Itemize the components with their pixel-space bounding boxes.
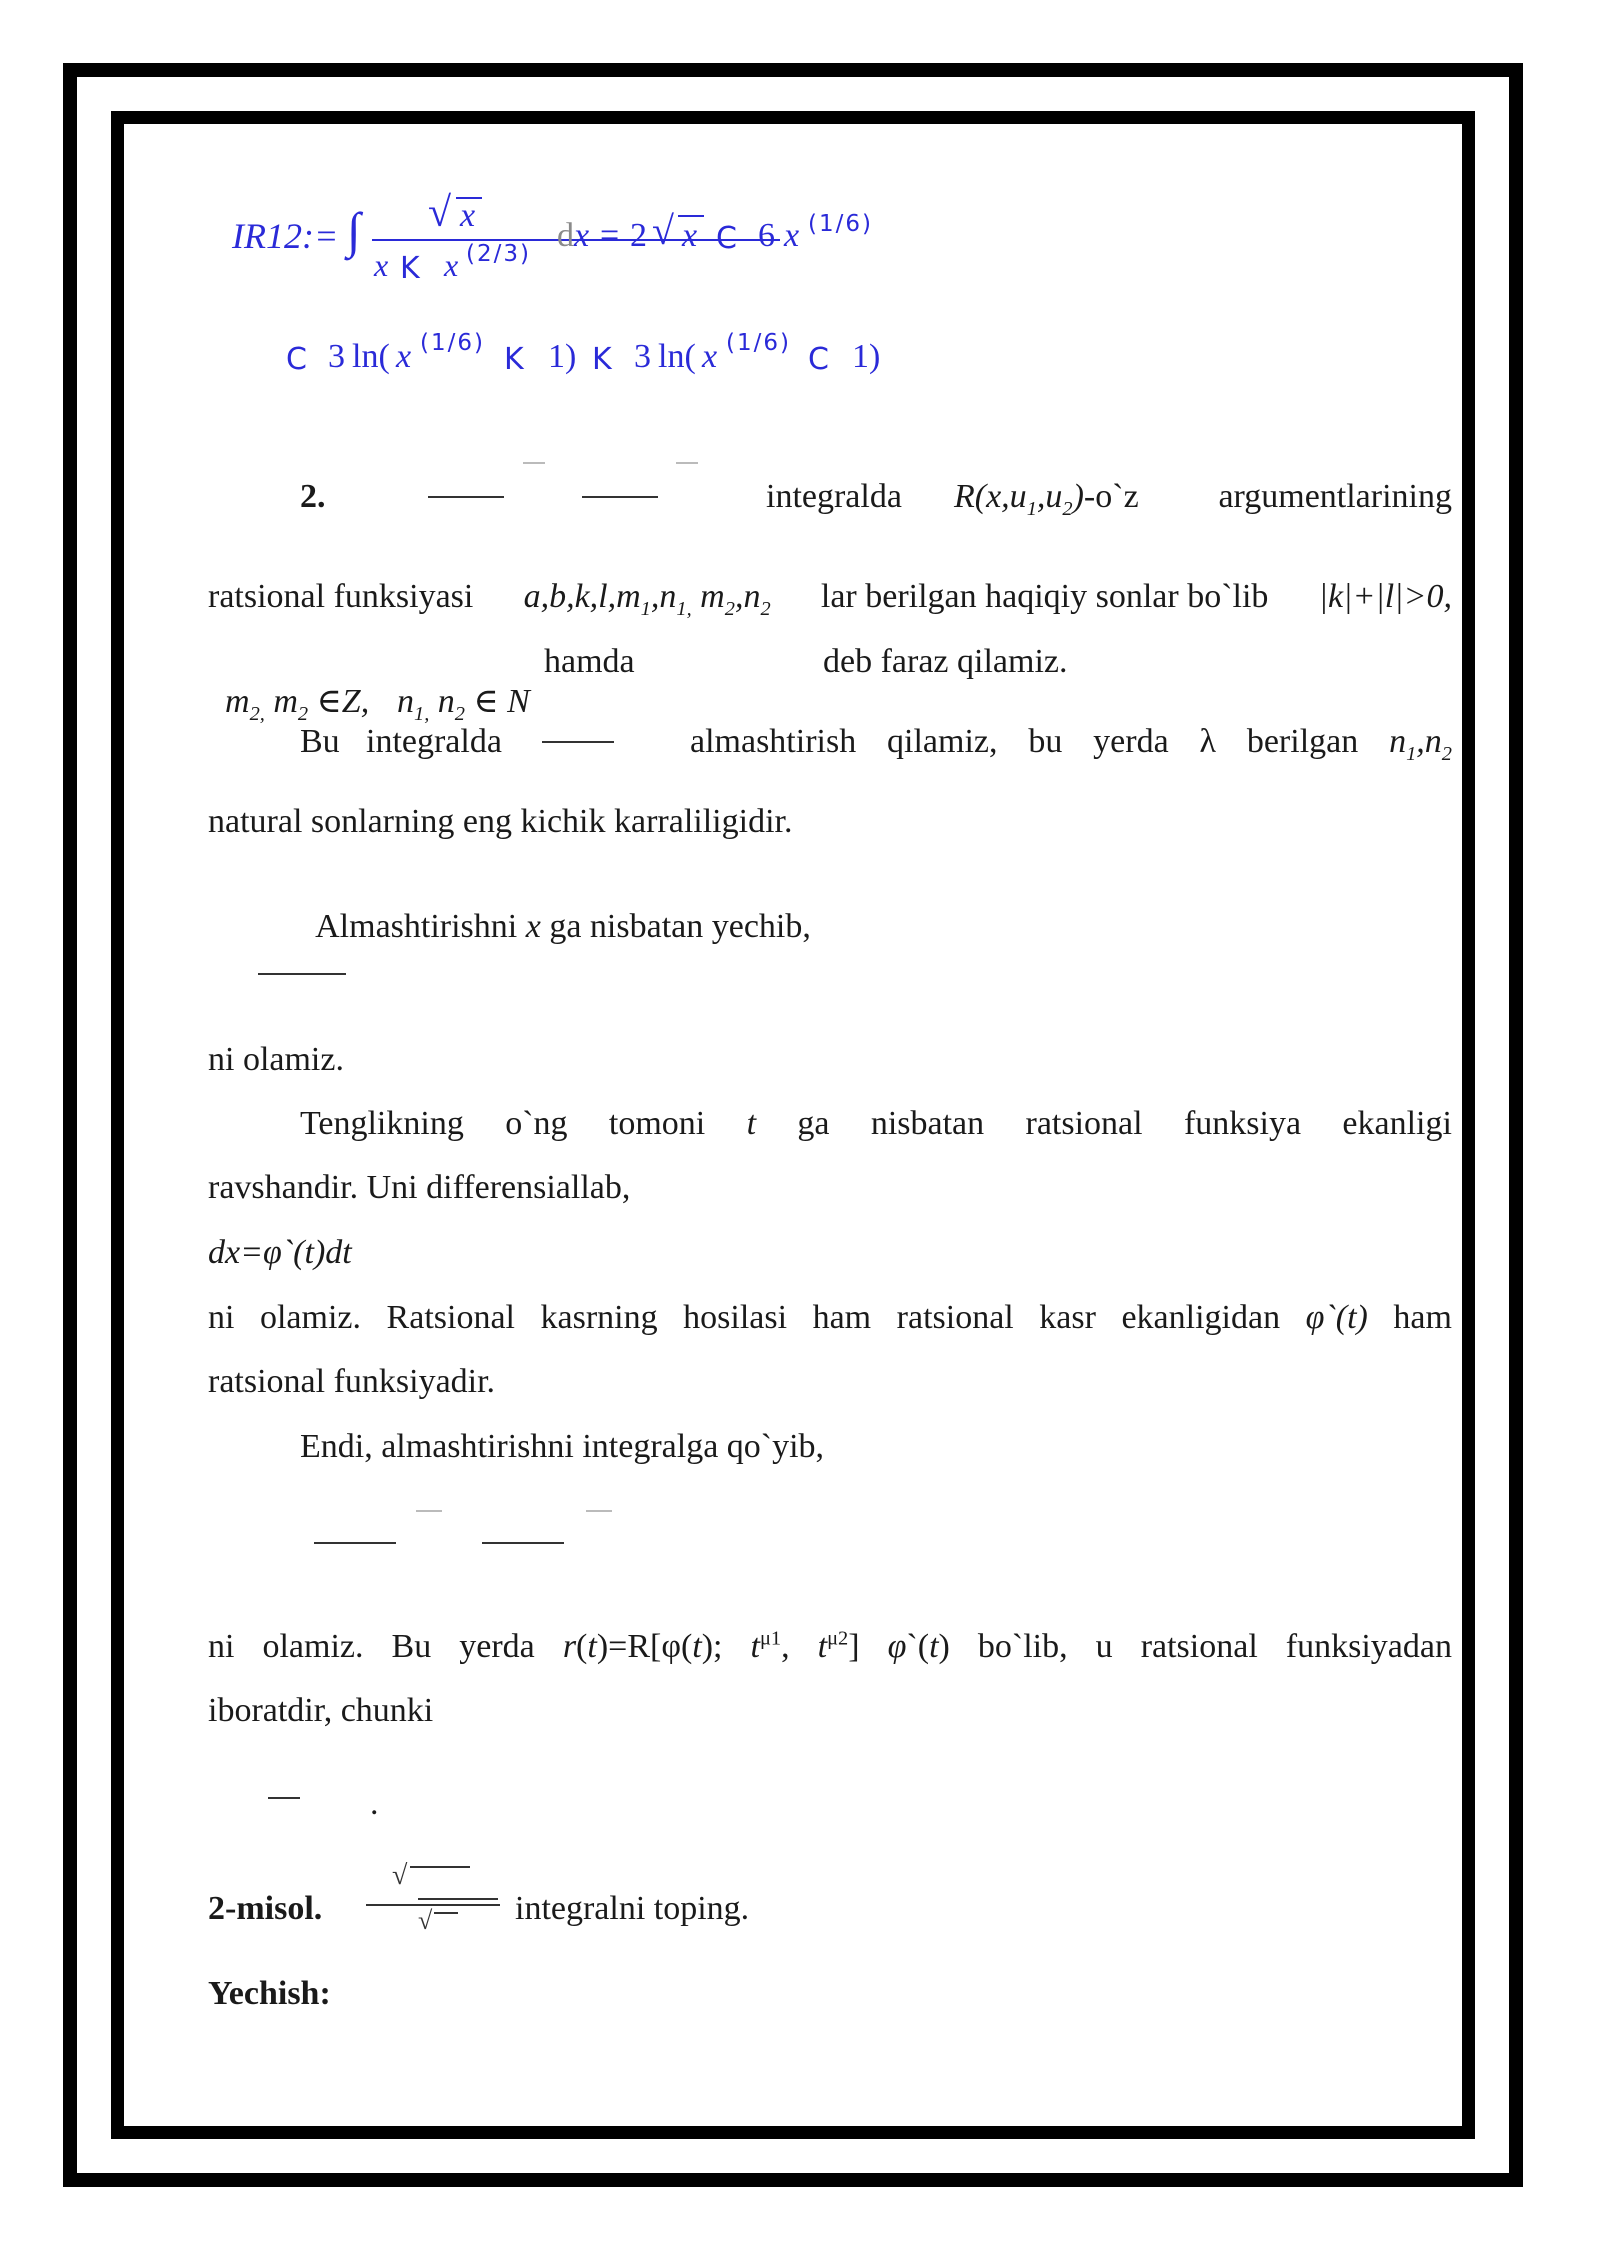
formula-x: x — [444, 247, 459, 283]
text-line: almashtirish qilamiz, bu yerda λ berilgan $n_1,n_2$ — [690, 723, 1452, 765]
formula-six: 6 — [758, 217, 775, 254]
formula-fraction-line — [582, 496, 658, 498]
formula-ln: ln( — [352, 338, 390, 375]
text-line: ni olamiz. Bu yerda r(t)=R[φ(t); $t^{\mu 1}$, $t^{\mu 2}$] φ`(t) bo`lib, u ratsional funksiyadan — [208, 1627, 1452, 1665]
text-line: iboratdir, chunki — [208, 1692, 434, 1729]
text-line: $n_{1,}$ $n_2$ ∈ N — [397, 683, 530, 725]
minus-glyph: K — [400, 251, 420, 286]
fraction-bar — [366, 1904, 500, 1906]
text-line: ratsional funksiyasi $a,b,k,l,m_1,n_{1,}$ $m_2,n_2$ lar berilgan haqiqiy sonlar bo`lib |k|+|l|>0, — [208, 578, 1452, 620]
exponent: (1/6) — [808, 211, 873, 237]
formula-one-close: 1) — [852, 338, 881, 375]
formula-x: x — [460, 197, 476, 234]
formula-x: x — [784, 217, 800, 254]
text-line: ni olamiz. — [208, 1041, 344, 1078]
formula-x: x — [682, 217, 698, 254]
sqrt-icon: √ — [392, 1860, 408, 1891]
formula-fraction-line — [428, 496, 504, 498]
formula-two: 2 — [630, 217, 647, 254]
text-line: ratsional funksiyadir. — [208, 1363, 496, 1400]
formula-fraction-line — [268, 1797, 300, 1799]
formula-x: x — [702, 338, 718, 375]
formula-dash — [676, 462, 698, 464]
text-line: $m_{2,}$ $m_2$ ∈Z, — [225, 683, 370, 725]
formula-d: d — [557, 217, 574, 254]
sqrt-icon: √ — [418, 1906, 433, 1935]
formula-label: IR12:= — [232, 216, 339, 256]
text-line: ni olamiz. Ratsional kasrning hosilasi ham ratsional kasr ekanligidan φ`(t) ham — [208, 1299, 1452, 1336]
text-line: Almashtirishni x ga nisbatan yechib, — [315, 908, 811, 945]
text-line: natural sonlarning eng kichik karraliligidir. — [208, 803, 793, 840]
plus-glyph: C — [716, 221, 737, 256]
text-line: Endi, almashtirishni integralga qo`yib, — [300, 1428, 825, 1465]
formula-equals: = — [600, 217, 620, 254]
minus-glyph: K — [592, 342, 612, 377]
sqrt-icon: √ — [652, 208, 674, 253]
example-label: 2-misol. — [208, 1890, 323, 1927]
integral-sign: ∫ — [347, 202, 361, 258]
text-line: deb faraz qilamiz. — [823, 643, 1068, 680]
formula-dash — [416, 1510, 442, 1512]
para2-integralda: integralda — [766, 478, 902, 515]
text-line: hamda — [544, 643, 635, 680]
formula-fraction-line — [258, 973, 346, 975]
formula-dash — [523, 462, 545, 464]
formula-dash — [586, 1510, 612, 1512]
formula-x: x — [374, 247, 389, 283]
minus-glyph: K — [504, 342, 524, 377]
formula-three: 3 — [634, 338, 651, 375]
sqrt-icon: √ — [428, 190, 452, 236]
solution-label: Yechish: — [208, 1975, 331, 2012]
formula-fraction-line — [482, 1542, 564, 1544]
formula-x: x — [396, 338, 412, 375]
formula-fraction-line — [314, 1542, 396, 1544]
exponent: (1/6) — [726, 330, 791, 356]
formula-one-close: 1) — [548, 338, 577, 375]
text-line: ravshandir. Uni differensiallab, — [208, 1169, 631, 1206]
formula-fraction-line — [542, 741, 614, 743]
plus-glyph: C — [808, 342, 829, 377]
formula-x: x — [574, 217, 590, 254]
exponent: (2/3) — [466, 241, 531, 267]
text-word: integralda — [366, 723, 502, 760]
section-number: 2. — [300, 478, 326, 515]
formula-dx: dx=φ`(t)dt — [208, 1234, 352, 1271]
plus-glyph: C — [286, 342, 307, 377]
formula-line-1 — [232, 190, 932, 305]
formula-line-2 — [286, 330, 926, 390]
example-text: integralni toping. — [515, 1890, 750, 1927]
example-integral — [362, 1860, 502, 1940]
para2-argumentlarining: argumentlarining — [1218, 478, 1452, 515]
formula-ln: ln( — [658, 338, 696, 375]
formula-three: 3 — [328, 338, 345, 375]
text-line: . — [370, 1785, 379, 1822]
para2-R-expression: $R(x,u_1,u_2)-o`z$ — [954, 478, 1139, 520]
text-line: Tenglikning o`ng tomoni t ga nisbatan ratsional funksiya ekanligi — [300, 1105, 1452, 1142]
exponent: (1/6) — [420, 330, 485, 356]
text-word: Bu — [300, 723, 340, 760]
